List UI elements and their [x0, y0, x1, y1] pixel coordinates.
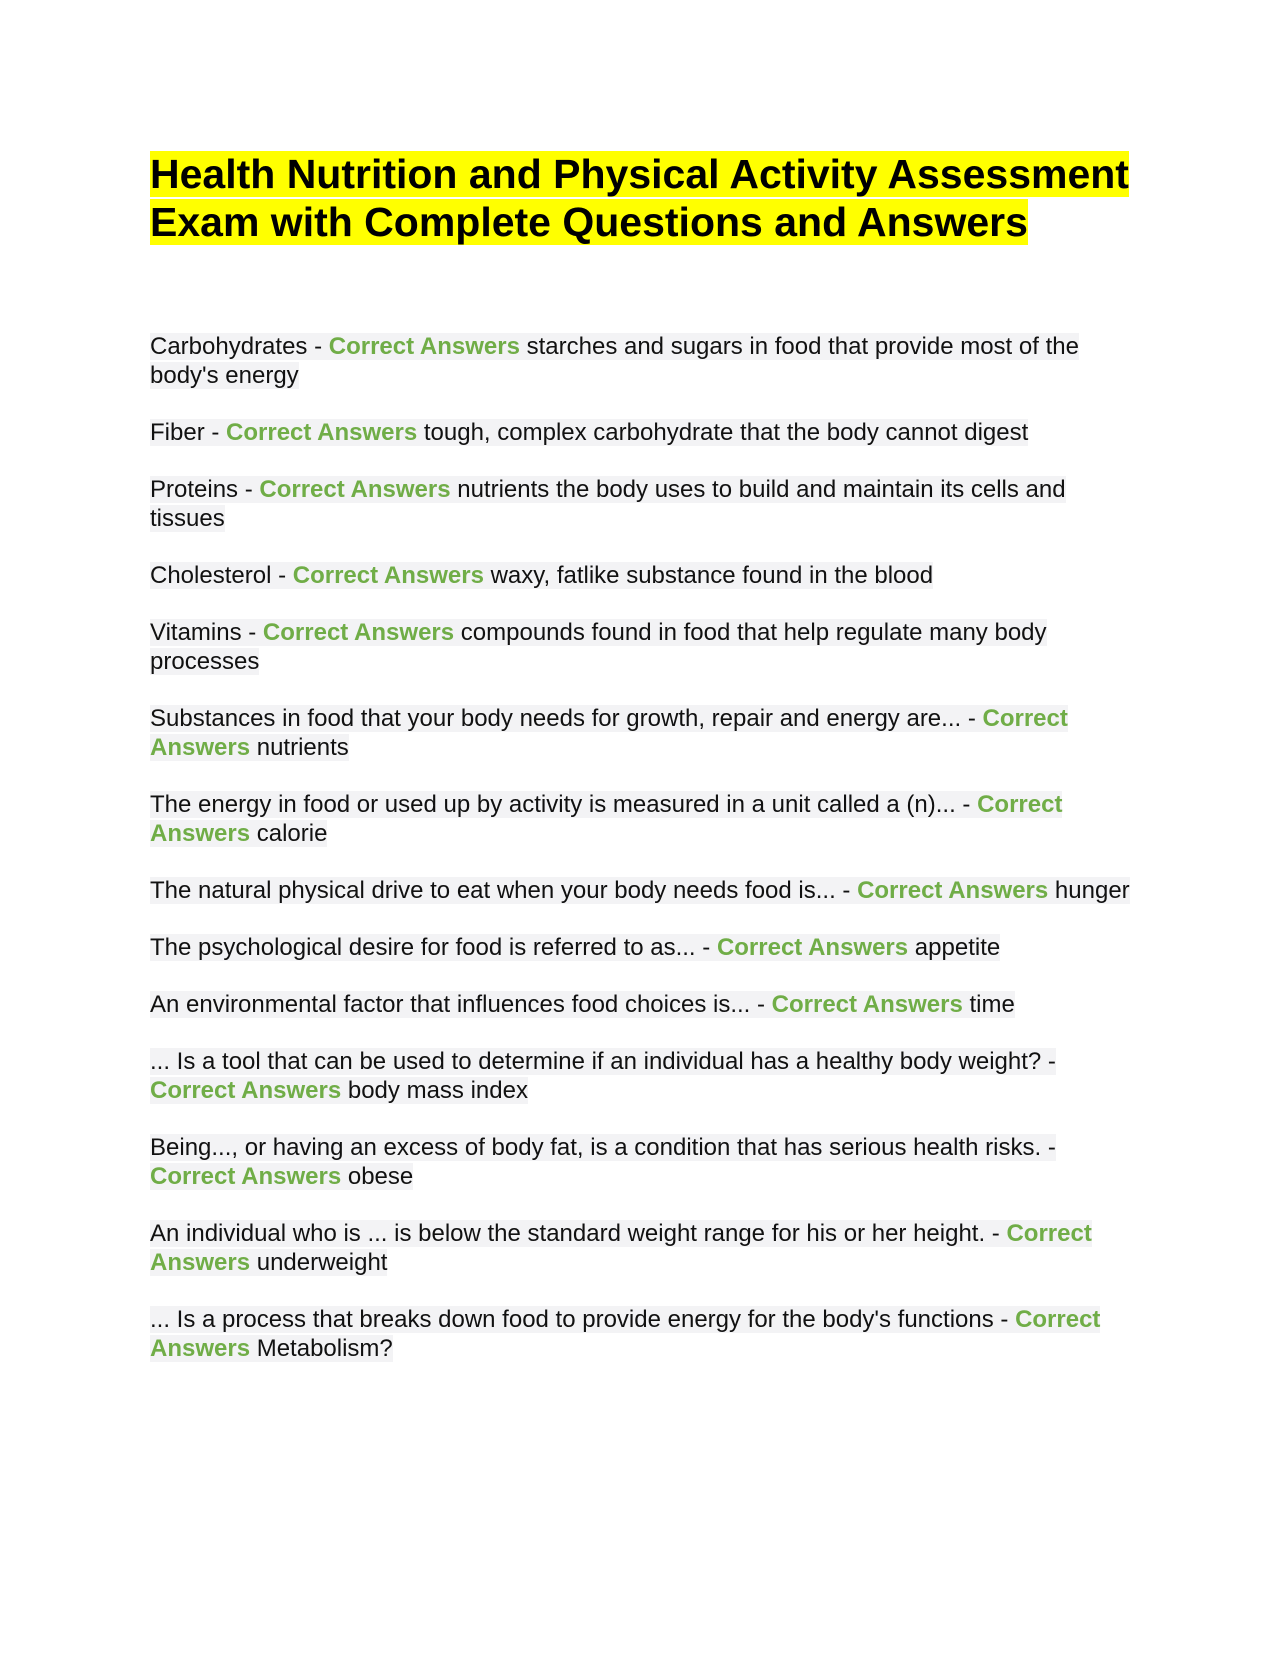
answer-text: obese: [347, 1163, 414, 1190]
separator: -: [1041, 1134, 1056, 1161]
separator: -: [961, 705, 983, 732]
separator: -: [271, 562, 293, 589]
answer-text: hunger: [1054, 877, 1130, 904]
qa-item: [150, 876, 1130, 905]
question-text: Carbohydrates: [150, 333, 308, 360]
document-page: [150, 150, 1130, 1391]
separator: -: [955, 791, 978, 818]
question-text: The psychological desire for food is referred to as...: [150, 934, 696, 961]
question-text: Vitamins: [150, 619, 242, 646]
answer-text: body mass index: [347, 1077, 528, 1104]
qa-item-text: [150, 1134, 1056, 1190]
answer-text: starches and sugars in food that provide most of the body's energy: [150, 333, 1079, 389]
separator: -: [1041, 1048, 1056, 1075]
correct-answers-label: Correct Answers: [716, 934, 909, 961]
answer-text: tough, complex carbohydrate that the body cannot digest: [423, 419, 1029, 446]
qa-item: [150, 1133, 1130, 1191]
qa-item-text: [150, 476, 1066, 532]
question-text: The natural physical drive to eat when your body needs food is...: [150, 877, 836, 904]
correct-answers-label: Correct Answers: [150, 791, 1063, 847]
answer-text: underweight: [256, 1249, 388, 1276]
qa-item: [150, 990, 1130, 1019]
question-text: Proteins: [150, 476, 239, 503]
correct-answers-label: Correct Answers: [150, 1220, 1092, 1276]
qa-item-text: [150, 1306, 1100, 1362]
question-text: The energy in food or used up by activity is measured in a unit called a (n)...: [150, 791, 956, 818]
answer-text: nutrients: [256, 734, 349, 761]
correct-answers-label: Correct Answers: [150, 1077, 342, 1104]
qa-item: [150, 1047, 1130, 1105]
correct-answers-label: Correct Answers: [857, 877, 1049, 904]
correct-answers-label: Correct Answers: [150, 1163, 342, 1190]
answer-text: time: [969, 991, 1015, 1018]
correct-answers-label: Correct Answers: [292, 562, 484, 589]
question-text: ... Is a tool that can be used to determine if an individual has a healthy body weight?: [150, 1048, 1042, 1075]
qa-item-text: [150, 619, 1047, 675]
separator: -: [985, 1220, 1007, 1247]
question-text: An individual who is ... is below the standard weight range for his or her height.: [150, 1220, 986, 1247]
qa-item: [150, 790, 1130, 848]
qa-item-text: [150, 877, 1130, 904]
answer-text: Metabolism?: [256, 1335, 393, 1362]
separator: -: [241, 619, 263, 646]
correct-answers-label: Correct Answers: [259, 476, 451, 503]
qa-item: [150, 332, 1130, 390]
qa-item: [150, 618, 1130, 676]
question-text: Cholesterol: [150, 562, 272, 589]
qa-item: [150, 933, 1130, 962]
separator: -: [835, 877, 858, 904]
correct-answers-label: Correct Answers: [150, 705, 1068, 761]
separator: -: [307, 333, 329, 360]
correct-answers-label: Correct Answers: [328, 333, 520, 360]
question-text: An environmental factor that influences food choices is...: [150, 991, 751, 1018]
qa-item-text: [150, 1220, 1092, 1276]
correct-answers-label: Correct Answers: [150, 1306, 1101, 1362]
correct-answers-label: Correct Answers: [226, 419, 418, 446]
answer-text: compounds found in food that help regulate many body processes: [150, 619, 1047, 675]
qa-item-text: [150, 1048, 1056, 1104]
qa-item: [150, 1305, 1130, 1363]
qa-item-text: [150, 991, 1015, 1018]
separator: -: [695, 934, 717, 961]
answer-text: appetite: [914, 934, 1001, 961]
qa-item-text: [150, 419, 1028, 446]
qa-item: [150, 1219, 1130, 1277]
separator: -: [750, 991, 772, 1018]
answer-text: nutrients the body uses to build and maintain its cells and tissues: [150, 476, 1066, 532]
qa-item-text: [150, 934, 1000, 961]
qa-item: [150, 418, 1130, 447]
separator: -: [204, 419, 227, 446]
document-title: [150, 150, 1130, 246]
qa-item: [150, 704, 1130, 762]
qa-item-text: [150, 705, 1068, 761]
qa-list: [150, 332, 1130, 1363]
qa-item: [150, 561, 1130, 590]
separator: -: [238, 476, 260, 503]
question-text: Being..., or having an excess of body fat, is a condition that has serious health risks.: [150, 1134, 1042, 1161]
title-highlight: Health Nutrition and Physical Activity Assessment Exam with Complete Questions and Answers: [150, 151, 1129, 245]
answer-text: waxy, fatlike substance found in the blood: [490, 562, 934, 589]
qa-item: [150, 475, 1130, 533]
separator: -: [993, 1306, 1016, 1333]
answer-text: calorie: [256, 820, 328, 847]
correct-answers-label: Correct Answers: [771, 991, 963, 1018]
qa-item-text: [150, 562, 933, 589]
qa-item-text: [150, 791, 1062, 847]
question-text: Substances in food that your body needs for growth, repair and energy are...: [150, 705, 962, 732]
question-text: ... Is a process that breaks down food to provide energy for the body's functions: [150, 1306, 994, 1333]
question-text: Fiber: [150, 419, 205, 446]
correct-answers-label: Correct Answers: [262, 619, 455, 646]
qa-item-text: [150, 333, 1079, 389]
